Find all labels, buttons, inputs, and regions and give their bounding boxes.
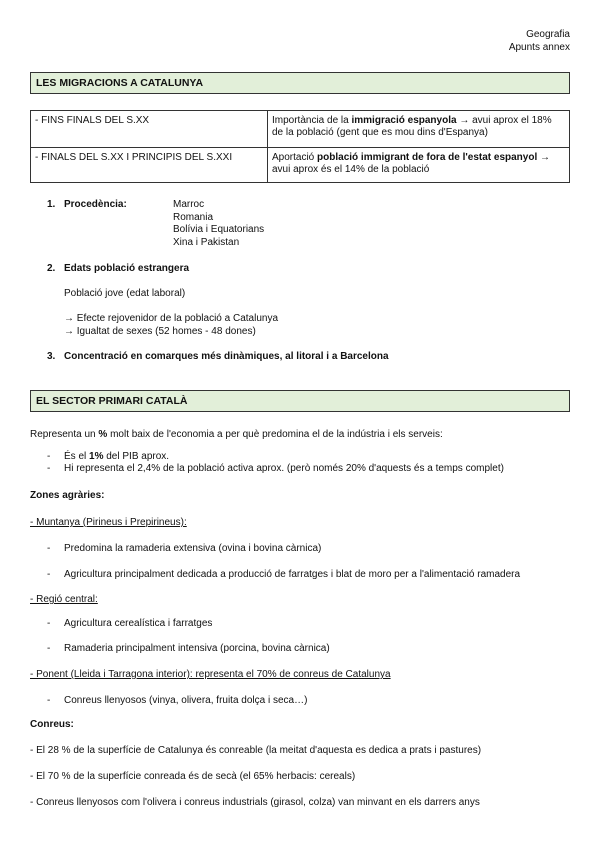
intro-bold-text: % (98, 429, 108, 440)
table-row (31, 111, 570, 148)
zone-item: Agricultura principalment dedicada a producció de farratges i blat de moro per a l'alimentació ramadera (64, 569, 521, 580)
bullet-pib (64, 451, 169, 464)
table-cell-period: - FINALS DEL S.XX I PRINCIPIS DEL S.XXI (31, 148, 268, 183)
zone-item: Conreus llenyosos (vinya, olivera, fruita dolça i seca…) (64, 695, 308, 706)
desc-bold-text: població immigrant de fora de l'estat espanyol (317, 152, 538, 163)
zone-ponent: - Ponent (Lleida i Tarragona interior): representa el 70% de conreus de Catalunya (30, 669, 391, 680)
conreus-line: - El 70 % de la superfície conreada és de secà (el 65% herbacis: cereals) (30, 771, 356, 782)
zones-title: Zones agràries: (30, 490, 105, 501)
header-type: Apunts annex (508, 42, 570, 53)
page-header (509, 28, 570, 54)
bullet-dash: - (47, 569, 51, 580)
item-number: 3. (47, 351, 56, 362)
migration-periods-table (30, 110, 570, 183)
list-item: Marroc (173, 199, 205, 210)
desc-bold-text: immigració espanyola (351, 115, 457, 126)
list-item: Romania (173, 211, 214, 223)
bullet-dash: - (47, 451, 51, 462)
item-title-concentracio: Concentració en comarques més dinàmiques, al litoral i a Barcelona (64, 351, 389, 362)
bullet-dash: - (47, 695, 51, 706)
list-item: Xina i Pakistan (173, 236, 240, 248)
bullet-dash: - (47, 618, 51, 629)
table-cell-period: - FINS FINALS DEL S.XX (31, 111, 268, 148)
desc-text: → avui aprox és el 14% de la població (272, 152, 551, 175)
zone-regio-central: - Regió central: (30, 594, 98, 605)
bullet-dash: - (47, 463, 51, 474)
table-cell-description (268, 148, 570, 183)
table-cell-description (268, 111, 570, 148)
section-title-sector-primari: EL SECTOR PRIMARI CATALÀ (30, 390, 570, 412)
edats-text-3: → Igualtat de sexes (52 homes - 48 dones) (64, 326, 256, 337)
bullet-dash: - (47, 543, 51, 554)
conreus-title: Conreus: (30, 719, 74, 730)
item-title-procedencia: Procedència: (64, 199, 127, 210)
intro-text: molt baix de l'economia a per què predomina el de la indústria i els serveis: (107, 429, 443, 440)
desc-text: Importància de la (272, 115, 352, 126)
zone-item: Agricultura cerealística i farratges (64, 618, 213, 629)
bullet-bold-text: 1% (89, 451, 104, 462)
bullet-poblacio-activa: Hi representa el 2,4% de la població activa aprox. (però només 20% d'aquests és a temps complet) (64, 463, 504, 474)
intro-text: Representa un (30, 429, 99, 440)
desc-text: Aportació (272, 152, 318, 163)
edats-text-1: Població jove (edat laboral) (64, 288, 186, 299)
bullet-text: del PIB aprox. (103, 451, 170, 462)
item-number: 1. (47, 199, 56, 210)
sector-intro (30, 429, 443, 442)
procedencia-list (173, 199, 264, 249)
section-title-migracions: LES MIGRACIONS A CATALUNYA (30, 72, 570, 94)
zone-item: Predomina la ramaderia extensiva (ovina i bovina càrnica) (64, 543, 322, 554)
edats-text-2: → Efecte rejovenidor de la població a Catalunya (64, 313, 279, 324)
table-row (31, 148, 570, 183)
header-subject: Geografia (526, 29, 570, 40)
zone-muntanya: - Muntanya (Pirineus i Prepirineus): (30, 517, 187, 528)
item-number: 2. (47, 263, 56, 274)
bullet-text: És el (64, 451, 90, 462)
item-title-edats: Edats població estrangera (64, 263, 190, 274)
list-item: Bolívia i Equatorians (173, 224, 265, 235)
conreus-line: - Conreus llenyosos com l'olivera i conreus industrials (girasol, colza) van minvant en els darrers anys (30, 797, 480, 808)
desc-text: → avui aprox el 18% de la població (gent que es mou dins d'Espanya) (272, 115, 552, 138)
zone-item: Ramaderia principalment intensiva (porcina, bovina càrnica) (64, 643, 330, 654)
bullet-dash: - (47, 643, 51, 654)
conreus-line: - El 28 % de la superfície de Catalunya és conreable (la meitat d'aquesta es dedica a prats i pastures) (30, 745, 482, 756)
